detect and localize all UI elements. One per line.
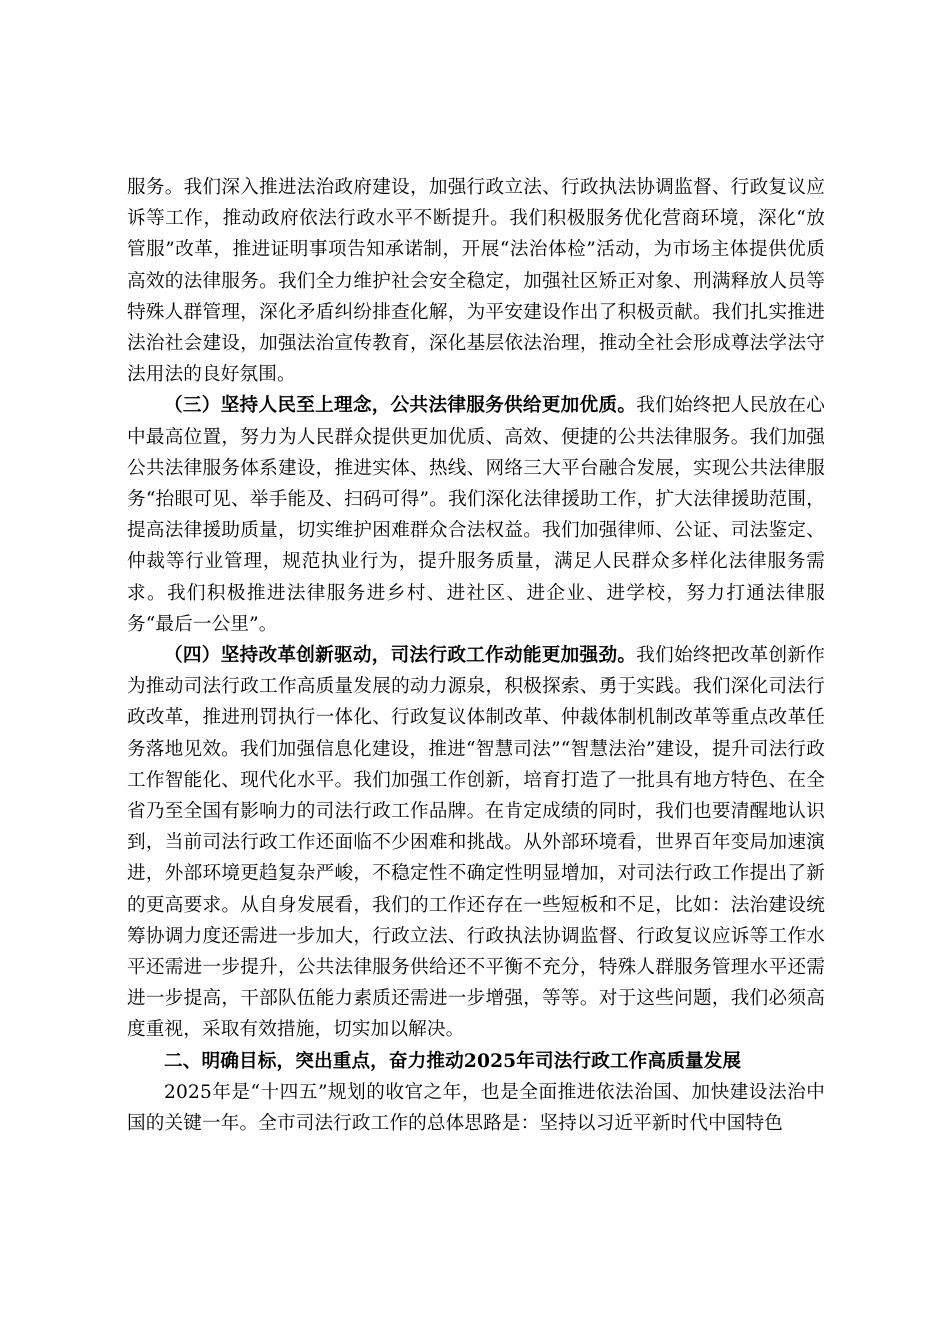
body-paragraph-2025 bbox=[127, 1077, 825, 1139]
body-paragraph-1 bbox=[127, 172, 825, 390]
paragraph-text: 我们始终把改革创新作为推动司法行政工作高质量发展的动力源泉，积极探索、勇于实践。我们深化司法行政改革，推进刑罚执行一体化、行政复议体制改革、仲裁体制机制改革等重点改革任务落地见效。我们加强信息化建设，推进“智慧司法”“智慧法治”建设，提升司法行政工作智能化、现代化水平。我们加强工作创新，培育打造了一批具有地方特色、在全省乃至全国有影响力的司法行政工作品牌。在肯定成绩的同时，我们也要清醒地认识到，当前司法行政工作还面临不少困难和挑战。从外部环境看，世界百年变局加速演进，外部环境更趋复杂严峻，不稳定性不确定性明显增加，对司法行政工作提出了新的更高要求。从自身发展看，我们的工作还存在一些短板和不足，比如：法治建设统筹协调力度还需进一步加大，行政立法、行政执法协调监督、行政复议应诉等工作水平还需进一步提升，公共法律服务供给还不平衡不充分，特殊人群服务管理水平还需进一步提高，干部队伍能力素质还需进一步增强，等等。对于这些问题，我们必须高度重视，采取有效措施，切实加以解决。 bbox=[127, 645, 825, 1041]
document-page bbox=[127, 172, 825, 1139]
part-two-heading-paragraph bbox=[127, 1046, 825, 1077]
part-two-heading: 二、明确目标，突出重点，奋力推动2025年司法行政工作高质量发展 bbox=[164, 1050, 742, 1072]
paragraph-text: 我们始终把人民放在心中最高位置，努力为人民群众提供更加优质、高效、便捷的公共法律服务。我们加强公共法律服务体系建设，推进实体、热线、网络三大平台融合发展，实现公共法律服务“抬眼可见、举手能及、扫码可得”。我们深化法律援助工作，扩大法律援助范围，提高法律援助质量，切实维护困难群众合法权益。我们加强律师、公证、司法鉴定、仲裁等行业管理，规范执业行为，提升服务质量，满足人民群众多样化法律服务需求。我们积极推进法律服务进乡村、进社区、进企业、进学校，努力打通法律服务“最后一公里”。 bbox=[127, 395, 825, 635]
paragraph-text: 服务。我们深入推进法治政府建设，加强行政立法、行政执法协调监督、行政复议应诉等工作，推动政府依法行政水平不断提升。我们积极服务优化营商环境，深化“放管服”改革，推进证明事项告知承诺制，开展“法治体检”活动，为市场主体提供优质高效的法律服务。我们全力维护社会安全稳定，加强社区矫正对象、刑满释放人员等特殊人群管理，深化矛盾纠纷排查化解，为平安建设作出了积极贡献。我们扎实推进法治社会建设，加强法治宣传教育，深化基层依法治理，推动全社会形成尊法学法守法用法的良好氛围。 bbox=[127, 177, 825, 386]
section-four-heading: （四）坚持改革创新驱动，司法行政工作动能更加强劲。 bbox=[164, 645, 637, 667]
paragraph-text: 2025年是“十四五”规划的收官之年，也是全面推进依法治国、加快建设法治中国的关键一年。全市司法行政工作的总体思路是：坚持以习近平新时代中国特色 bbox=[127, 1081, 825, 1135]
section-three-heading: （三）坚持人民至上理念，公共法律服务供给更加优质。 bbox=[164, 395, 637, 417]
section-three-paragraph bbox=[127, 390, 825, 640]
section-four-paragraph bbox=[127, 640, 825, 1046]
